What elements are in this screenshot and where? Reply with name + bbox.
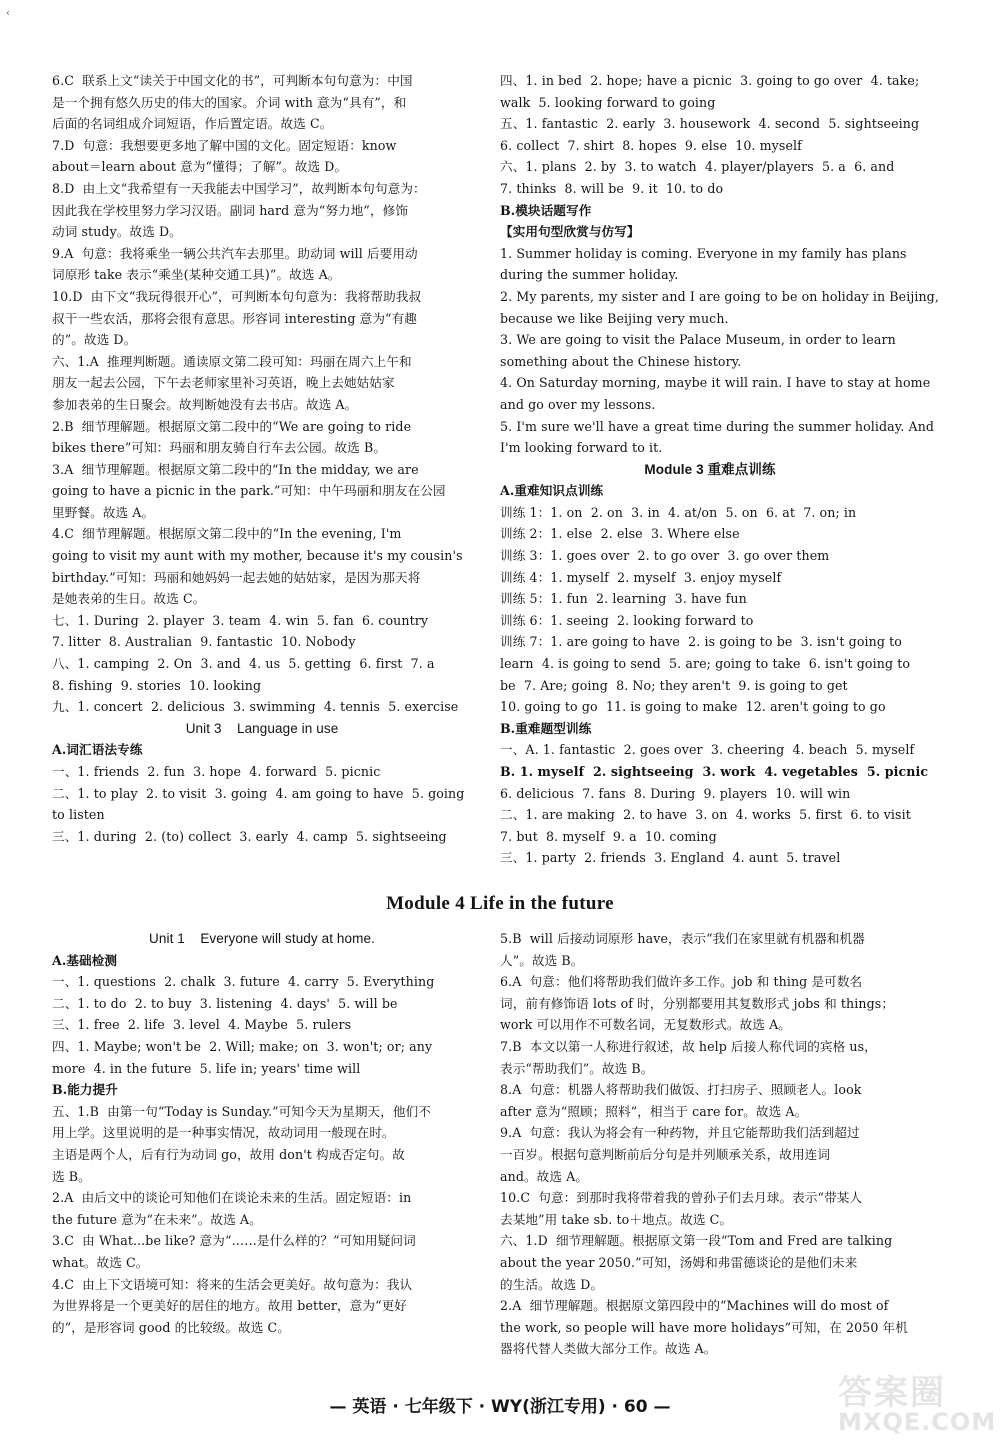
text-line: 一、1. questions 2. chalk 3. future 4. carry 5. Everything: [52, 974, 435, 990]
text-line: 7.B 本文以第一人称进行叙述，故 help 后接人称代词的宾格 us，: [500, 1038, 877, 1054]
text-line: going to visit my aunt with my mother, because it's my cousin's: [52, 548, 463, 564]
text-line: 用上学。这里说明的是一种事实情况，故动词用一般现在时。: [52, 1125, 395, 1141]
text-line: and go over my lessons.: [500, 396, 656, 412]
text-line: 6.A 句意：他们将帮助我们做许多工作。job 和 thing 是可数名: [500, 974, 863, 990]
text-line: walk 5. looking forward to going: [500, 94, 716, 110]
text-line: Unit 1 Everyone will study at home.: [149, 931, 375, 946]
left-column: [52, 70, 472, 847]
text-line: 主语是两个人，后有行为动词 go，故用 don't 构成否定句。故: [52, 1146, 405, 1162]
text-line: 朋友一起去公园，下午去老师家里补习英语，晚上去她姑姑家: [52, 375, 395, 391]
text-line: 训练 5：1. fun 2. learning 3. have fun: [500, 591, 747, 607]
text-line: I'm looking forward to it.: [500, 440, 663, 456]
text-line: B.能力提升: [52, 1082, 119, 1098]
text-line: 里野餐。故选 A。: [52, 504, 155, 520]
text-line: 训练 4：1. myself 2. myself 3. enjoy myself: [500, 569, 782, 585]
text-line: 1. Summer holiday is coming. Everyone in my family has plans: [500, 245, 907, 261]
text-line: 3.A 细节理解题。根据原文第二段中的“In the midday, we are: [52, 461, 419, 477]
text-line: and。故选 A。: [500, 1168, 589, 1184]
text-line: 8.D 由上文“我希望有一天我能去中国学习”，故判断本句句意为：: [52, 180, 426, 196]
text-line: because we like Beijing very much.: [500, 310, 729, 326]
text-line: 六、1.A 推理判断题。通读原文第二段可知：玛丽在周六上午和: [52, 353, 412, 369]
text-line: 的”。故选 D。: [52, 332, 137, 348]
text-line: A.基础检测: [52, 952, 118, 968]
text-line: 10. going to go 11. is going to make 12. aren't going to go: [500, 699, 886, 715]
text-line: 三、1. free 2. life 3. level 4. Maybe 5. rulers: [52, 1017, 352, 1033]
text-line: 10.C 句意：到那时我将带着我的曾孙子们去月球。表示“带某人: [500, 1190, 863, 1206]
text-line: 8. fishing 9. stories 10. looking: [52, 677, 262, 693]
text-line: birthday.”可知：玛丽和她妈妈一起去她的姑姑家，是因为那天将: [52, 569, 421, 585]
text-line: 人”。故选 B。: [500, 952, 584, 968]
watermark-text-en: MXQE.COM: [838, 1408, 997, 1436]
text-line: about the year 2050.”可知，汤姆和弗雷德谈论的是他们未来: [500, 1254, 858, 1270]
text-line: 词原形 take 表示“乘坐(某种交通工具)”。故选 A。: [52, 267, 341, 283]
text-line: A.词汇语法专练: [52, 742, 143, 758]
text-line: 三、1. during 2. (to) collect 3. early 4. camp 5. sightseeing: [52, 828, 447, 844]
text-line: 六、1.D 细节理解题。根据原文第一段“Tom and Fred are talking: [500, 1233, 893, 1249]
text-line: 4.C 由上下文语境可知：将来的生活会更美好。故句意为：我认: [52, 1276, 413, 1292]
text-line: 的生活。故选 D。: [500, 1276, 604, 1292]
bottom-left-column: [52, 928, 472, 1338]
text-line: 因此我在学校里努力学习汉语。副词 hard 意为“努力地”，修饰: [52, 202, 409, 218]
text-line: something about the Chinese history.: [500, 353, 742, 369]
text-line: 是一个拥有悠久历史的伟大的国家。介词 with 意为“具有”，和: [52, 94, 407, 110]
text-line: 训练 2：1. else 2. else 3. Where else: [500, 526, 740, 542]
text-line: after 意为“照顾；照料”，相当于 care for。故选 A。: [500, 1103, 808, 1119]
text-line: 2.B 细节理解题。根据原文第二段中的“We are going to ride: [52, 418, 412, 434]
text-line: going to have a picnic in the park.”可知：中午玛丽和朋友在公园: [52, 483, 446, 499]
text-line: 3.C 由 What...be like? 意为“……是什么样的？”可知用疑问词: [52, 1233, 416, 1249]
text-line: 2.A 细节理解题。根据原文第四段中的“Machines will do most of: [500, 1298, 889, 1314]
text-line: 7. but 8. myself 9. a 10. coming: [500, 828, 717, 844]
text-line: during the summer holiday.: [500, 267, 679, 283]
text-line: 二、1. are making 2. to have 3. on 4. works 5. first 6. to visit: [500, 807, 911, 823]
text-line: 7. litter 8. Australian 9. fantastic 10. Nobody: [52, 634, 356, 650]
text-line: 动词 study。故选 D。: [52, 224, 182, 240]
module-title: Module 4 Life in the future: [386, 893, 614, 914]
text-line: 五、1.B 由第一句“Today is Sunday.”可知今天为星期天，他们不: [52, 1103, 431, 1119]
page-footer: — 英语 · 七年级下 · WY(浙江专用) · 60 —: [329, 1397, 671, 1417]
text-line: be 7. Are; going 8. No; they aren't 9. is going to get: [500, 677, 848, 693]
text-line: learn 4. is going to send 5. are; going to take 6. isn't going to: [500, 656, 911, 672]
text-line: 2.A 由后文中的谈论可知他们在谈论未来的生活。固定短语：in: [52, 1190, 412, 1206]
text-line: the work, so people will have more holidays”可知，在 2050 年机: [500, 1319, 908, 1335]
text-line: 7. thinks 8. will be 9. it 10. to do: [500, 180, 724, 196]
text-line: 一、A. 1. fantastic 2. goes over 3. cheering 4. beach 5. myself: [500, 742, 915, 758]
text-line: 10.D 由下文“我玩得很开心”，可判断本句句意为：我将帮助我叔: [52, 288, 422, 304]
text-line: 训练 3：1. goes over 2. to go over 3. go over them: [500, 548, 830, 564]
text-line: 训练 7：1. are going to have 2. is going to be 3. isn't going to: [500, 634, 902, 650]
text-line: 一、1. friends 2. fun 3. hope 4. forward 5. picnic: [52, 764, 381, 779]
text-line: work 可以用作不可数名词，无复数形式。故选 A。: [500, 1017, 791, 1033]
text-line: Unit 3 Language in use: [185, 720, 339, 736]
text-line: more 4. in the future 5. life in; years' time will: [52, 1060, 361, 1076]
bottom-right-column: [500, 928, 920, 1360]
text-line: B.模块话题写作: [500, 202, 592, 218]
text-line: 6.C 联系上文“读关于中国文化的书”，可判断本句句意为：中国: [52, 73, 413, 88]
text-line: 七、1. During 2. player 3. team 4. win 5. fan 6. country: [52, 612, 429, 628]
text-line: the future 意为“在未来”。故选 A。: [52, 1211, 262, 1227]
corner-mark: ‹: [6, 8, 10, 19]
text-line: to listen: [52, 807, 105, 823]
text-line: 4.C 细节理解题。根据原文第二段中的“In the evening, I'm: [52, 526, 402, 542]
text-line: about＝learn about 意为“懂得；了解”。故选 D。: [52, 159, 348, 175]
text-line: what。故选 C。: [52, 1254, 149, 1270]
text-line: 训练 6：1. seeing 2. looking forward to: [500, 612, 754, 628]
text-line: Module 3 重难点训练: [644, 461, 776, 477]
text-line: B. 1. myself 2. sightseeing 3. work 4. vegetables 5. picnic: [500, 764, 929, 779]
text-line: 二、1. to play 2. to visit 3. going 4. am going to have 5. going: [52, 785, 465, 801]
watermark-text-cn: 答案圈: [838, 1373, 946, 1413]
text-line: 选 B。: [52, 1168, 91, 1184]
text-line: 2. My parents, my sister and I are going to be on holiday in Beijing,: [500, 288, 939, 304]
text-line: 6. collect 7. shirt 8. hopes 9. else 10. myself: [500, 137, 802, 153]
text-line: A.重难知识点训练: [500, 483, 604, 499]
text-line: 的”，是形容词 good 的比较级。故选 C。: [52, 1319, 290, 1335]
text-line: 二、1. to do 2. to buy 3. listening 4. days' 5. will be: [52, 995, 398, 1011]
text-line: 5. I'm sure we'll have a great time during the summer holiday. And: [500, 418, 935, 434]
watermark-logo: [838, 1365, 997, 1445]
text-line: 9.A 句意：我将乘坐一辆公共汽车去那里。助动词 will 后要用动: [52, 245, 418, 261]
text-line: 8.A 句意：机器人将帮助我们做饭、打扫房子、照顾老人。look: [500, 1082, 862, 1098]
text-line: 3. We are going to visit the Palace Museum, in order to learn: [500, 332, 896, 348]
text-line: 九、1. concert 2. delicious 3. swimming 4. tennis 5. exercise: [52, 699, 459, 715]
text-line: 4. On Saturday morning, maybe it will rain. I have to stay at home: [500, 375, 931, 391]
text-line: 一百岁。根据句意判断前后分句是并列顺承关系，故用连词: [500, 1146, 831, 1162]
text-line: 7.D 句意：我想要更多地了解中国的文化。固定短语：know: [52, 137, 397, 153]
text-line: 训练 1：1. on 2. on 3. in 4. at/on 5. on 6. at 7. on; in: [500, 504, 857, 520]
text-line: 五、1. fantastic 2. early 3. housework 4. second 5. sightseeing: [500, 116, 920, 132]
text-line: 表示“帮助我们”。故选 B。: [500, 1060, 654, 1076]
text-line: 四、1. in bed 2. hope; have a picnic 3. going to go over 4. take;: [500, 73, 920, 88]
text-line: 【实用句型欣赏与仿写】: [500, 224, 640, 240]
text-line: 后面的名词组成介词短语，作后置定语。故选 C。: [52, 116, 333, 132]
text-line: 5.B will 后接动词原形 have，表示“我们在家里就有机器和机器: [500, 931, 865, 946]
text-line: 叔干一些农活，那将会很有意思。形容词 interesting 意为“有趣: [52, 310, 417, 326]
text-line: bikes there”可知：玛丽和朋友骑自行车去公园。故选 B。: [52, 440, 387, 456]
text-line: 三、1. party 2. friends 3. England 4. aunt 5. travel: [500, 850, 841, 866]
text-line: 参加表弟的生日聚会。故判断她没有去书店。故选 A。: [52, 396, 358, 412]
text-line: 为世界将是一个更美好的居住的地方。故用 better，意为“更好: [52, 1298, 408, 1314]
text-line: 词，前有修饰语 lots of 时，分别都要用其复数形式 jobs 和 things；: [500, 995, 895, 1011]
text-line: 9.A 句意：我认为将会有一种药物，并且它能帮助我们活到超过: [500, 1125, 860, 1141]
text-line: 四、1. Maybe; won't be 2. Will; make; on 3. won't; or; any: [52, 1038, 433, 1054]
text-line: 去某地”用 take sb. to＋地点。故选 C。: [500, 1211, 733, 1227]
text-line: 是她表弟的生日。故选 C。: [52, 591, 206, 607]
text-line: 六、1. plans 2. by 3. to watch 4. player/players 5. a 6. and: [500, 159, 895, 175]
right-column: [500, 70, 939, 869]
text-line: 八、1. camping 2. On 3. and 4. us 5. getting 6. first 7. a: [52, 656, 435, 672]
text-line: 6. delicious 7. fans 8. During 9. players 10. will win: [500, 785, 851, 801]
text-line: B.重难题型训练: [500, 720, 592, 736]
text-line: 器将代替人类做大部分工作。故选 A。: [500, 1341, 717, 1357]
